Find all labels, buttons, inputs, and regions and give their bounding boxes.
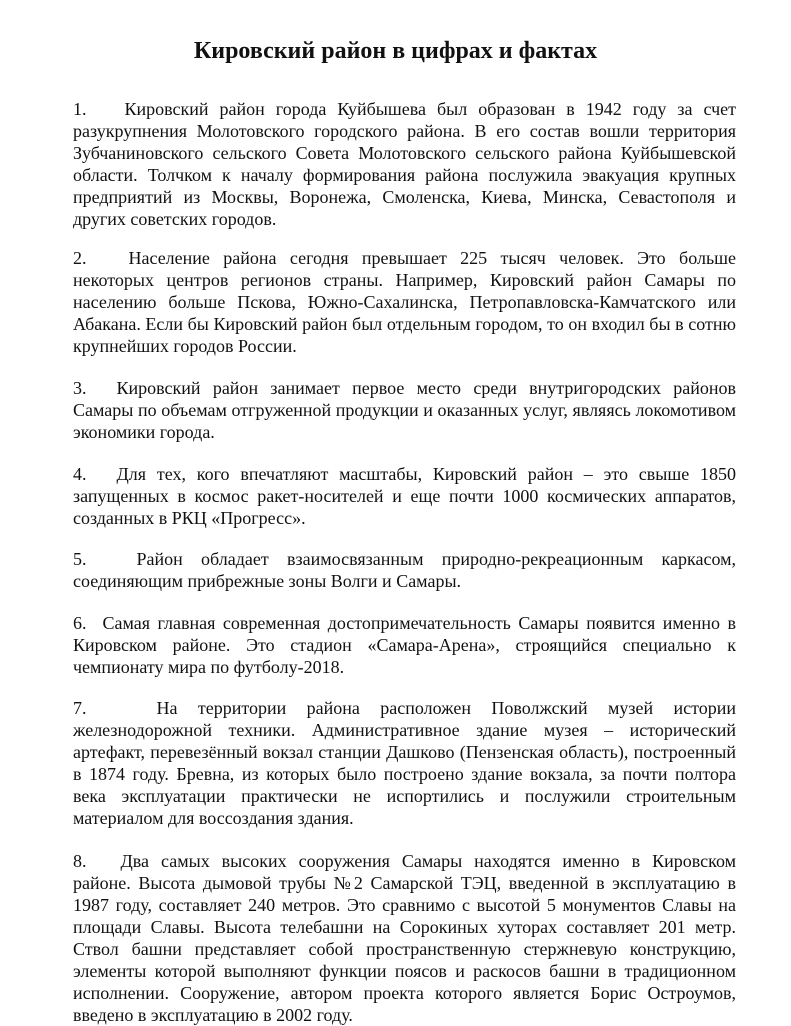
fact-text: Два самых высоких сооружения Самары находятся именно в Кировском районе. Высота дымовой трубы №2 Самарской ТЭЦ, введенной в эксплуатацию в 1987 году, составляет 240 метров. Это сравнимо с высотой 5 монументов Славы на площади Славы. Высота телебашни на Сорокиных хуторах составляет 201 метр. Ствол башни представляет собой пространственную стержневую конструкцию, элементы которой выполняют функции поясов и раскосов башни в традиционном исполнении. Сооружение, автором проекта которого является Борис Остроумов, введено в эксплуатацию в 2002 году. (73, 851, 736, 1025)
fact-number: 7. (73, 698, 87, 718)
fact-text: Самая главная современная достопримечательность Самары появится именно в Кировском районе. Это стадион «Самара-Арена», строящийся специально к чемпионату мира по футболу-2018. (73, 613, 736, 677)
fact-text: Население района сегодня превышает 225 тысяч человек. Это больше некоторых центров регионов страны. Например, Кировский район Самары по населению больше Пскова, Южно-Сахалинска, Петропавловска-Камчатского или Абакана. Если бы Кировский район был отдельным городом, то он входил бы в сотню крупнейших городов России. (73, 248, 736, 356)
document-title: Кировский район в цифрах и фактах (193, 38, 598, 64)
fact-paragraph-5 (73, 548, 736, 592)
fact-paragraph-7 (73, 697, 736, 829)
fact-number: 4. (73, 464, 87, 484)
fact-number: 5. (73, 549, 87, 569)
fact-paragraph-6 (73, 612, 736, 678)
fact-number: 8. (73, 851, 87, 871)
fact-text: Для тех, кого впечатляют масштабы, Кировский район – это свыше 1850 запущенных в космос ракет-носителей и еще почти 1000 космических аппаратов, созданных в РКЦ «Прогресс». (73, 464, 736, 528)
fact-text: Кировский район города Куйбышева был образован в 1942 году за счет разукрупнения Молотовского городского района. В его состав вошли территория Зубчаниновского сельского Совета Молотовского сельского района Куйбышевской области. Толчком к началу формирования района послужила эвакуация крупных предприятий из Москвы, Воронежа, Смоленска, Киева, Минска, Севастополя и других советских городов. (73, 99, 736, 229)
fact-text: На территории района расположен Поволжский музей истории железнодорожной техники. Административное здание музея – исторический артефакт, перевезённый вокзал станции Дашково (Пензенская область), построенный в 1874 году. Бревна, из которых было построено здание вокзала, за почти полтора века эксплуатации практически не испортились и послужили строительным материалом для воссоздания здания. (73, 698, 736, 828)
fact-number: 2. (73, 248, 87, 268)
fact-text: Кировский район занимает первое место среди внутригородских районов Самары по объемам отгруженной продукции и оказанных услуг, являясь локомотивом экономики города. (73, 378, 736, 442)
fact-number: 3. (73, 378, 87, 398)
fact-text: Район обладает взаимосвязанным природно-рекреационным каркасом, соединяющим прибрежные зоны Волги и Самары. (73, 549, 736, 591)
fact-paragraph-2 (73, 247, 736, 357)
fact-paragraph-8 (73, 850, 736, 1026)
fact-paragraph-4 (73, 463, 736, 529)
fact-number: 1. (73, 99, 87, 119)
fact-paragraph-3 (73, 377, 736, 443)
fact-paragraph-1 (73, 98, 736, 230)
fact-number: 6. (73, 613, 87, 633)
